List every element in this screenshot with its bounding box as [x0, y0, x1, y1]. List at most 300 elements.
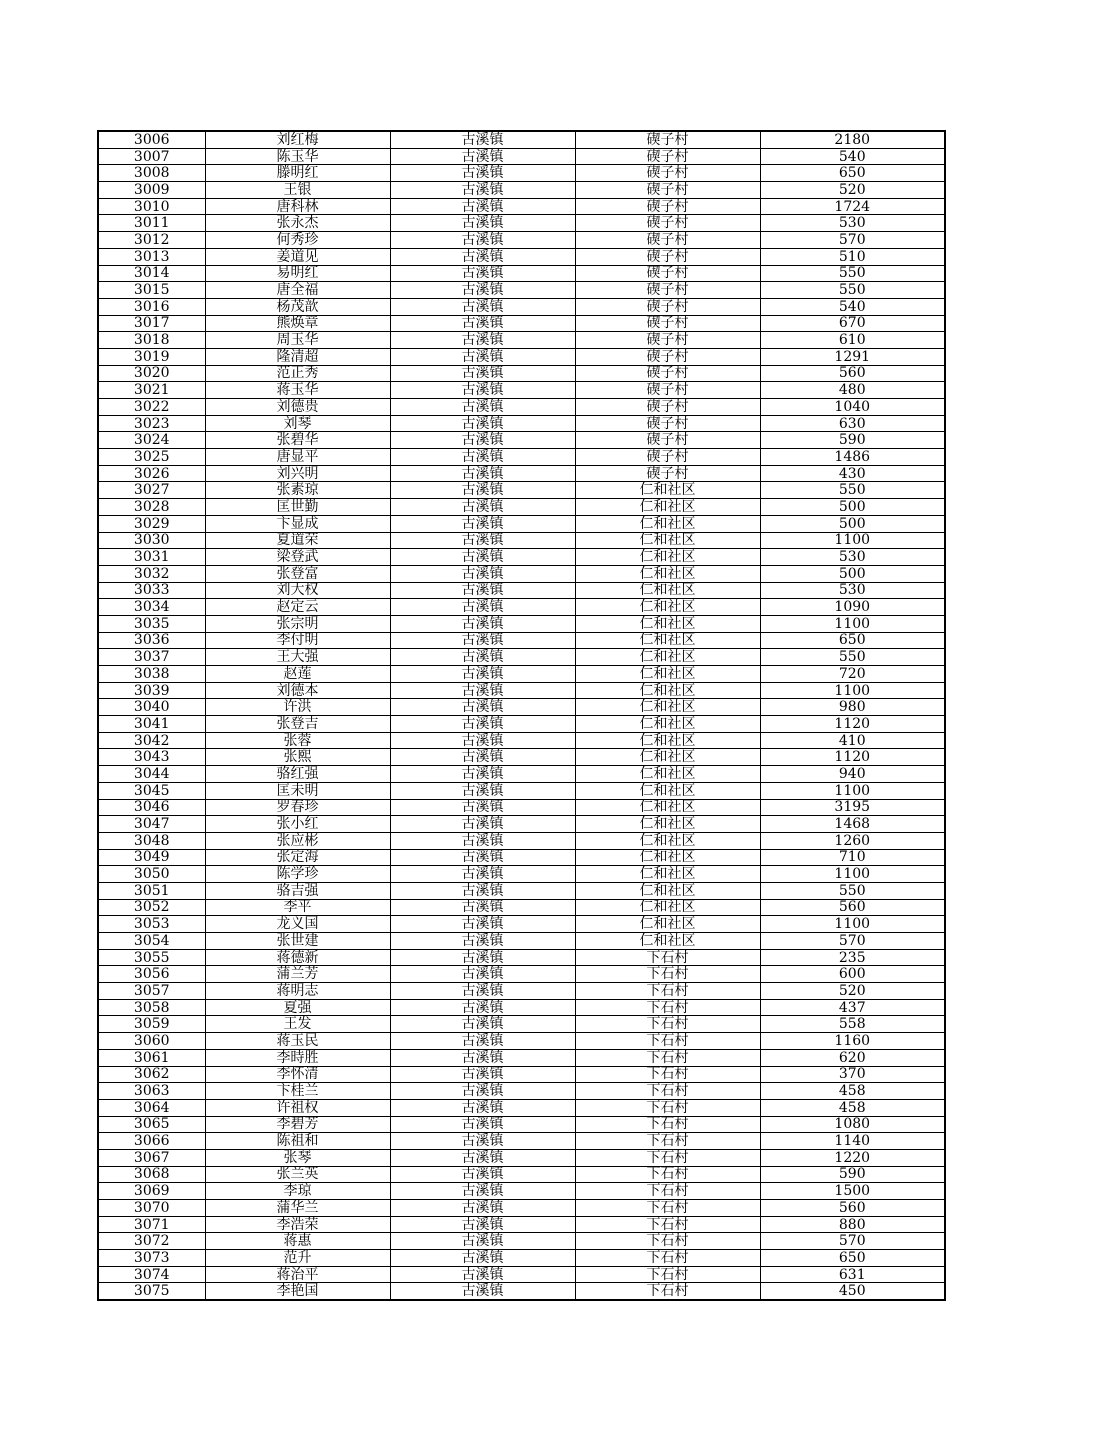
village-cell: 仁和社区: [575, 816, 760, 833]
row-number-cell: 3051: [98, 882, 205, 899]
town-cell: 古溪镇: [390, 182, 575, 199]
village-cell: 仁和社区: [575, 582, 760, 599]
row-number-cell: 3019: [98, 348, 205, 365]
amount-cell: 1080: [760, 1116, 945, 1133]
amount-cell: 570: [760, 1233, 945, 1250]
name-cell: 唐科林: [205, 198, 390, 215]
row-number-cell: 3066: [98, 1133, 205, 1150]
village-cell: 碶子村: [575, 432, 760, 449]
table-row: [98, 1066, 945, 1083]
name-cell: 张熙: [205, 749, 390, 766]
village-cell: 仁和社区: [575, 782, 760, 799]
town-cell: 古溪镇: [390, 399, 575, 416]
town-cell: 古溪镇: [390, 599, 575, 616]
village-cell: 碶子村: [575, 465, 760, 482]
table-row: [98, 1266, 945, 1283]
row-number-cell: 3021: [98, 382, 205, 399]
table-row: [98, 282, 945, 299]
table-row: [98, 949, 945, 966]
village-cell: 碶子村: [575, 198, 760, 215]
table-row: [98, 549, 945, 566]
name-cell: 张登富: [205, 565, 390, 582]
name-cell: 范升: [205, 1250, 390, 1267]
town-cell: 古溪镇: [390, 565, 575, 582]
table-row: [98, 1033, 945, 1050]
amount-cell: 560: [760, 1200, 945, 1217]
amount-cell: 550: [760, 282, 945, 299]
village-cell: 碶子村: [575, 248, 760, 265]
amount-cell: 410: [760, 732, 945, 749]
table-row: [98, 766, 945, 783]
town-cell: 古溪镇: [390, 449, 575, 466]
table-row: [98, 1233, 945, 1250]
amount-cell: 550: [760, 265, 945, 282]
table-row: [98, 499, 945, 516]
village-cell: 下石村: [575, 1233, 760, 1250]
town-cell: 古溪镇: [390, 348, 575, 365]
amount-cell: 1100: [760, 682, 945, 699]
town-cell: 古溪镇: [390, 732, 575, 749]
amount-cell: 1160: [760, 1033, 945, 1050]
table-row: [98, 732, 945, 749]
row-number-cell: 3036: [98, 632, 205, 649]
town-cell: 古溪镇: [390, 1133, 575, 1150]
name-cell: 滕明红: [205, 165, 390, 182]
table-body: [98, 131, 945, 1300]
village-cell: 碶子村: [575, 282, 760, 299]
town-cell: 古溪镇: [390, 649, 575, 666]
town-cell: 古溪镇: [390, 131, 575, 148]
village-cell: 仁和社区: [575, 933, 760, 950]
amount-cell: 500: [760, 499, 945, 516]
row-number-cell: 3039: [98, 682, 205, 699]
amount-cell: 600: [760, 966, 945, 983]
row-number-cell: 3025: [98, 449, 205, 466]
table-row: [98, 415, 945, 432]
name-cell: 骆红强: [205, 766, 390, 783]
row-number-cell: 3029: [98, 515, 205, 532]
row-number-cell: 3041: [98, 716, 205, 733]
row-number-cell: 3017: [98, 315, 205, 332]
village-cell: 下石村: [575, 1066, 760, 1083]
amount-cell: 550: [760, 649, 945, 666]
row-number-cell: 3032: [98, 565, 205, 582]
table-row: [98, 716, 945, 733]
amount-cell: 1220: [760, 1149, 945, 1166]
row-number-cell: 3050: [98, 866, 205, 883]
village-cell: 下石村: [575, 999, 760, 1016]
town-cell: 古溪镇: [390, 165, 575, 182]
town-cell: 古溪镇: [390, 615, 575, 632]
amount-cell: 510: [760, 248, 945, 265]
town-cell: 古溪镇: [390, 465, 575, 482]
name-cell: 许洪: [205, 699, 390, 716]
table-row: [98, 248, 945, 265]
amount-cell: 590: [760, 432, 945, 449]
village-cell: 下石村: [575, 1183, 760, 1200]
row-number-cell: 3068: [98, 1166, 205, 1183]
amount-cell: 1100: [760, 615, 945, 632]
town-cell: 古溪镇: [390, 766, 575, 783]
town-cell: 古溪镇: [390, 1099, 575, 1116]
name-cell: 何秀珍: [205, 232, 390, 249]
village-cell: 下石村: [575, 1216, 760, 1233]
table-row: [98, 916, 945, 933]
table-row: [98, 482, 945, 499]
town-cell: 古溪镇: [390, 849, 575, 866]
town-cell: 古溪镇: [390, 999, 575, 1016]
amount-cell: 630: [760, 415, 945, 432]
table-row: [98, 399, 945, 416]
table-row: [98, 966, 945, 983]
row-number-cell: 3014: [98, 265, 205, 282]
row-number-cell: 3012: [98, 232, 205, 249]
village-cell: 下石村: [575, 1116, 760, 1133]
town-cell: 古溪镇: [390, 816, 575, 833]
town-cell: 古溪镇: [390, 248, 575, 265]
name-cell: 梁登武: [205, 549, 390, 566]
table-row: [98, 832, 945, 849]
name-cell: 熊焕章: [205, 315, 390, 332]
amount-cell: 570: [760, 232, 945, 249]
row-number-cell: 3055: [98, 949, 205, 966]
name-cell: 卞桂兰: [205, 1083, 390, 1100]
village-cell: 下石村: [575, 1133, 760, 1150]
row-number-cell: 3047: [98, 816, 205, 833]
row-number-cell: 3038: [98, 666, 205, 683]
town-cell: 古溪镇: [390, 1116, 575, 1133]
amount-cell: 530: [760, 549, 945, 566]
town-cell: 古溪镇: [390, 1083, 575, 1100]
village-cell: 仁和社区: [575, 632, 760, 649]
name-cell: 刘德贵: [205, 399, 390, 416]
amount-cell: 520: [760, 983, 945, 1000]
table-row: [98, 816, 945, 833]
row-number-cell: 3062: [98, 1066, 205, 1083]
town-cell: 古溪镇: [390, 415, 575, 432]
name-cell: 匡世勤: [205, 499, 390, 516]
table-row: [98, 882, 945, 899]
village-cell: 仁和社区: [575, 916, 760, 933]
name-cell: 匡未明: [205, 782, 390, 799]
name-cell: 陈祖和: [205, 1133, 390, 1150]
amount-cell: 631: [760, 1266, 945, 1283]
name-cell: 张应彬: [205, 832, 390, 849]
amount-cell: 458: [760, 1083, 945, 1100]
name-cell: 张宗明: [205, 615, 390, 632]
town-cell: 古溪镇: [390, 632, 575, 649]
town-cell: 古溪镇: [390, 699, 575, 716]
town-cell: 古溪镇: [390, 716, 575, 733]
row-number-cell: 3037: [98, 649, 205, 666]
row-number-cell: 3057: [98, 983, 205, 1000]
row-number-cell: 3031: [98, 549, 205, 566]
name-cell: 李怀清: [205, 1066, 390, 1083]
amount-cell: 880: [760, 1216, 945, 1233]
village-cell: 下石村: [575, 1099, 760, 1116]
town-cell: 古溪镇: [390, 549, 575, 566]
town-cell: 古溪镇: [390, 983, 575, 1000]
name-cell: 蒋治平: [205, 1266, 390, 1283]
village-cell: 仁和社区: [575, 515, 760, 532]
town-cell: 古溪镇: [390, 382, 575, 399]
table-row: [98, 799, 945, 816]
town-cell: 古溪镇: [390, 1250, 575, 1267]
row-number-cell: 3030: [98, 532, 205, 549]
table-row: [98, 332, 945, 349]
village-cell: 碶子村: [575, 182, 760, 199]
row-number-cell: 3023: [98, 415, 205, 432]
name-cell: 张定海: [205, 849, 390, 866]
village-cell: 仁和社区: [575, 749, 760, 766]
row-number-cell: 3065: [98, 1116, 205, 1133]
table-row: [98, 1216, 945, 1233]
town-cell: 古溪镇: [390, 782, 575, 799]
table-row: [98, 782, 945, 799]
table-row: [98, 1149, 945, 1166]
table-row: [98, 1083, 945, 1100]
amount-cell: 500: [760, 565, 945, 582]
amount-cell: 940: [760, 766, 945, 783]
name-cell: 蒋玉民: [205, 1033, 390, 1050]
village-cell: 碶子村: [575, 332, 760, 349]
village-cell: 仁和社区: [575, 666, 760, 683]
amount-cell: 650: [760, 1250, 945, 1267]
table-row: [98, 465, 945, 482]
amount-cell: 1040: [760, 399, 945, 416]
name-cell: 李時胜: [205, 1049, 390, 1066]
village-cell: 仁和社区: [575, 649, 760, 666]
row-number-cell: 3022: [98, 399, 205, 416]
table-row: [98, 1099, 945, 1116]
town-cell: 古溪镇: [390, 148, 575, 165]
amount-cell: 1100: [760, 866, 945, 883]
amount-cell: 458: [760, 1099, 945, 1116]
table-row: [98, 1283, 945, 1300]
village-cell: 碶子村: [575, 165, 760, 182]
name-cell: 蒋明志: [205, 983, 390, 1000]
village-cell: 碶子村: [575, 365, 760, 382]
town-cell: 古溪镇: [390, 916, 575, 933]
village-cell: 仁和社区: [575, 565, 760, 582]
village-cell: 下石村: [575, 1016, 760, 1033]
table-row: [98, 365, 945, 382]
row-number-cell: 3063: [98, 1083, 205, 1100]
village-cell: 碶子村: [575, 131, 760, 148]
amount-cell: 550: [760, 882, 945, 899]
village-cell: 仁和社区: [575, 716, 760, 733]
village-cell: 仁和社区: [575, 682, 760, 699]
row-number-cell: 3008: [98, 165, 205, 182]
village-cell: 碶子村: [575, 232, 760, 249]
name-cell: 李付明: [205, 632, 390, 649]
village-cell: 下石村: [575, 1283, 760, 1300]
table-row: [98, 749, 945, 766]
name-cell: 蒋德新: [205, 949, 390, 966]
town-cell: 古溪镇: [390, 882, 575, 899]
village-cell: 下石村: [575, 1266, 760, 1283]
town-cell: 古溪镇: [390, 799, 575, 816]
amount-cell: 1260: [760, 832, 945, 849]
row-number-cell: 3064: [98, 1099, 205, 1116]
town-cell: 古溪镇: [390, 215, 575, 232]
amount-cell: 610: [760, 332, 945, 349]
table-row: [98, 1200, 945, 1217]
town-cell: 古溪镇: [390, 515, 575, 532]
table-row: [98, 933, 945, 950]
table-row: [98, 148, 945, 165]
table-row: [98, 198, 945, 215]
name-cell: 赵莲: [205, 666, 390, 683]
row-number-cell: 3071: [98, 1216, 205, 1233]
name-cell: 陈玉华: [205, 148, 390, 165]
amount-cell: 1500: [760, 1183, 945, 1200]
name-cell: 蒲兰芳: [205, 966, 390, 983]
name-cell: 杨茂歆: [205, 298, 390, 315]
row-number-cell: 3015: [98, 282, 205, 299]
town-cell: 古溪镇: [390, 1266, 575, 1283]
amount-cell: 1486: [760, 449, 945, 466]
village-cell: 仁和社区: [575, 866, 760, 883]
amount-cell: 500: [760, 515, 945, 532]
village-cell: 下石村: [575, 1250, 760, 1267]
village-cell: 下石村: [575, 1166, 760, 1183]
town-cell: 古溪镇: [390, 933, 575, 950]
row-number-cell: 3058: [98, 999, 205, 1016]
table-row: [98, 1183, 945, 1200]
row-number-cell: 3035: [98, 615, 205, 632]
village-cell: 碶子村: [575, 348, 760, 365]
town-cell: 古溪镇: [390, 832, 575, 849]
name-cell: 陈学珍: [205, 866, 390, 883]
town-cell: 古溪镇: [390, 532, 575, 549]
table-row: [98, 899, 945, 916]
table-row: [98, 432, 945, 449]
name-cell: 王大强: [205, 649, 390, 666]
amount-cell: 1100: [760, 916, 945, 933]
name-cell: 罗春珍: [205, 799, 390, 816]
village-cell: 下石村: [575, 1083, 760, 1100]
row-number-cell: 3013: [98, 248, 205, 265]
amount-cell: 620: [760, 1049, 945, 1066]
name-cell: 张兰英: [205, 1166, 390, 1183]
village-cell: 仁和社区: [575, 499, 760, 516]
table-row: [98, 382, 945, 399]
town-cell: 古溪镇: [390, 499, 575, 516]
amount-cell: 560: [760, 365, 945, 382]
row-number-cell: 3052: [98, 899, 205, 916]
row-number-cell: 3061: [98, 1049, 205, 1066]
amount-cell: 1468: [760, 816, 945, 833]
row-number-cell: 3016: [98, 298, 205, 315]
village-cell: 仁和社区: [575, 549, 760, 566]
row-number-cell: 3007: [98, 148, 205, 165]
row-number-cell: 3075: [98, 1283, 205, 1300]
name-cell: 许祖权: [205, 1099, 390, 1116]
town-cell: 古溪镇: [390, 332, 575, 349]
village-cell: 仁和社区: [575, 615, 760, 632]
table-row: [98, 298, 945, 315]
town-cell: 古溪镇: [390, 666, 575, 683]
village-cell: 下石村: [575, 1200, 760, 1217]
amount-cell: 540: [760, 298, 945, 315]
amount-cell: 430: [760, 465, 945, 482]
table-row: [98, 615, 945, 632]
name-cell: 唐显平: [205, 449, 390, 466]
name-cell: 姜道见: [205, 248, 390, 265]
town-cell: 古溪镇: [390, 749, 575, 766]
town-cell: 古溪镇: [390, 298, 575, 315]
amount-cell: 520: [760, 182, 945, 199]
table-row: [98, 1133, 945, 1150]
name-cell: 唐全福: [205, 282, 390, 299]
row-number-cell: 3043: [98, 749, 205, 766]
amount-cell: 370: [760, 1066, 945, 1083]
amount-cell: 450: [760, 1283, 945, 1300]
village-cell: 碶子村: [575, 415, 760, 432]
table-row: [98, 1016, 945, 1033]
village-cell: 仁和社区: [575, 532, 760, 549]
town-cell: 古溪镇: [390, 432, 575, 449]
table-row: [98, 983, 945, 1000]
row-number-cell: 3046: [98, 799, 205, 816]
name-cell: 刘琴: [205, 415, 390, 432]
village-cell: 下石村: [575, 983, 760, 1000]
row-number-cell: 3010: [98, 198, 205, 215]
village-cell: 仁和社区: [575, 882, 760, 899]
amount-cell: 590: [760, 1166, 945, 1183]
town-cell: 古溪镇: [390, 1233, 575, 1250]
amount-cell: 437: [760, 999, 945, 1016]
village-cell: 碶子村: [575, 215, 760, 232]
village-cell: 仁和社区: [575, 766, 760, 783]
village-cell: 碶子村: [575, 265, 760, 282]
village-cell: 仁和社区: [575, 849, 760, 866]
name-cell: 刘红梅: [205, 131, 390, 148]
row-number-cell: 3027: [98, 482, 205, 499]
amount-cell: 1120: [760, 716, 945, 733]
name-cell: 张碧华: [205, 432, 390, 449]
table-row: [98, 265, 945, 282]
village-cell: 碶子村: [575, 449, 760, 466]
name-cell: 李浩荣: [205, 1216, 390, 1233]
name-cell: 张小红: [205, 816, 390, 833]
village-cell: 下石村: [575, 966, 760, 983]
row-number-cell: 3009: [98, 182, 205, 199]
name-cell: 蒋惠: [205, 1233, 390, 1250]
row-number-cell: 3011: [98, 215, 205, 232]
village-cell: 下石村: [575, 1033, 760, 1050]
row-number-cell: 3034: [98, 599, 205, 616]
amount-cell: 560: [760, 899, 945, 916]
village-cell: 下石村: [575, 949, 760, 966]
table-row: [98, 666, 945, 683]
village-cell: 碶子村: [575, 382, 760, 399]
town-cell: 古溪镇: [390, 1183, 575, 1200]
row-number-cell: 3045: [98, 782, 205, 799]
table-row: [98, 1166, 945, 1183]
amount-cell: 1090: [760, 599, 945, 616]
table-row: [98, 649, 945, 666]
data-table: [97, 130, 946, 1301]
town-cell: 古溪镇: [390, 1149, 575, 1166]
name-cell: 夏强: [205, 999, 390, 1016]
name-cell: 李碧芳: [205, 1116, 390, 1133]
name-cell: 范正秀: [205, 365, 390, 382]
village-cell: 碶子村: [575, 298, 760, 315]
row-number-cell: 3073: [98, 1250, 205, 1267]
name-cell: 易明红: [205, 265, 390, 282]
